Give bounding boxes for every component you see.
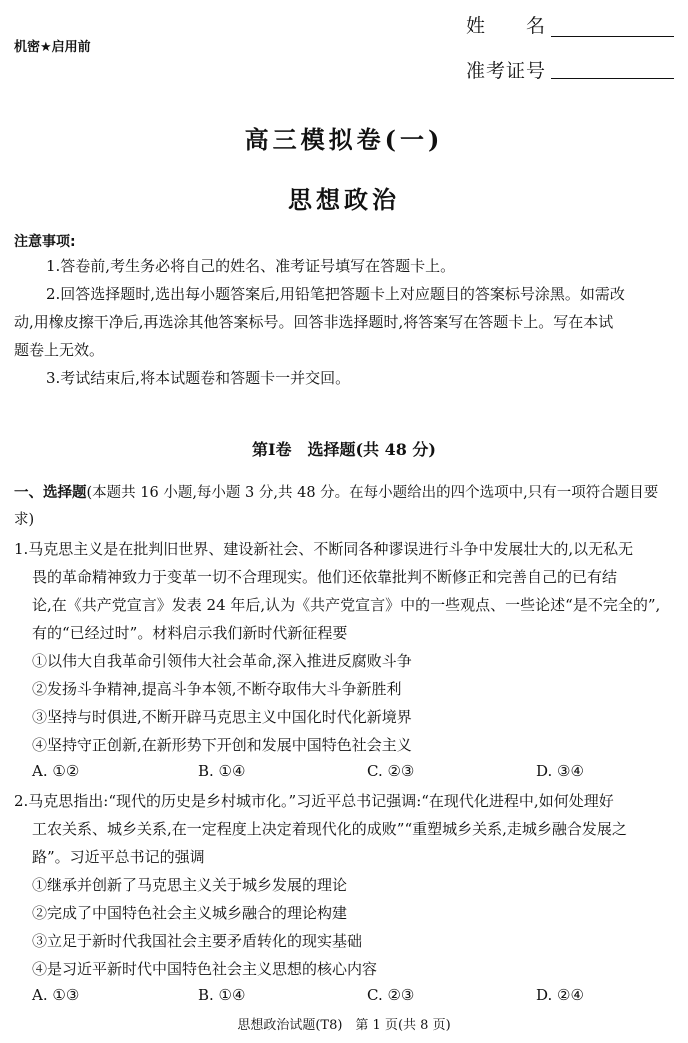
- name-label: 姓 名: [466, 15, 547, 37]
- question-1-option-a[interactable]: A. ①②: [32, 762, 80, 780]
- question-2-statement-4: ④是习近平新时代中国特色社会主义思想的核心内容: [32, 960, 378, 978]
- notice-item-2-cont: 动,用橡皮擦干净后,再选涂其他答案标号。回答非选择题时,将答案写在答题卡上。写在本试: [14, 313, 614, 331]
- question-2-line-3: 路”。习近平总书记的强调: [32, 848, 205, 866]
- exam-id-field-line[interactable]: [551, 78, 674, 79]
- question-2-statement-3: ③立足于新时代我国社会主要矛盾转化的现实基础: [32, 932, 363, 950]
- notice-item-1: 1.答卷前,考生务必将自己的姓名、准考证号填写在答题卡上。: [46, 257, 456, 275]
- question-1-statement-4: ④坚持守正创新,在新形势下开创和发展中国特色社会主义: [32, 736, 412, 754]
- question-2-option-d[interactable]: D. ②④: [536, 986, 584, 1004]
- question-2-line-2: 工农关系、城乡关系,在一定程度上决定着现代化的成败”“重塑城乡关系,走城乡融合发展之: [32, 820, 627, 838]
- notice-item-3: 3.考试结束后,将本试题卷和答题卡一并交回。: [46, 369, 351, 387]
- exam-title: 高三模拟卷(一): [244, 125, 444, 154]
- confidential-label: 机密★启用前: [14, 40, 91, 55]
- part-label: 一、选择题: [14, 485, 87, 501]
- question-2-line-1: 2.马克思指出:“现代的历史是乡村城市化。”习近平总书记强调:“在现代化进程中,如何处理好: [14, 792, 614, 810]
- part-description: (本题共 16 小题,每小题 3 分,共 48 分。在每小题给出的四个选项中,只有一项符合题目要求): [14, 485, 659, 528]
- question-1-option-b[interactable]: B. ①④: [198, 762, 246, 780]
- page-footer: 思想政治试题(T8) 第 1 页(共 8 页): [237, 1018, 451, 1033]
- question-1-option-d[interactable]: D. ③④: [536, 762, 584, 780]
- notice-heading: 注意事项:: [14, 234, 76, 250]
- question-1-line-4: 有的“已经过时”。材料启示我们新时代新征程要: [32, 624, 348, 642]
- question-1-line-3: 论,在《共产党宣言》发表 24 年后,认为《共产党宣言》中的一些观点、一些论述“是不完全的”,: [32, 596, 661, 614]
- notice-item-2: 2.回答选择题时,选出每小题答案后,用铅笔把答题卡上对应题目的答案标号涂黑。如需改: [46, 285, 625, 303]
- question-2-statement-2: ②完成了中国特色社会主义城乡融合的理论构建: [32, 904, 348, 922]
- question-1-line-2: 畏的革命精神致力于变革一切不合理现实。他们还依靠批判不断修正和完善自己的已有结: [32, 568, 618, 586]
- part-heading: [14, 480, 676, 534]
- question-1-statement-2: ②发扬斗争精神,提高斗争本领,不断夺取伟大斗争新胜利: [32, 680, 402, 698]
- exam-id-label: 准考证号: [466, 60, 547, 82]
- question-1-line-1: 1.马克思主义是在批判旧世界、建设新社会、不断同各种谬误进行斗争中发展壮大的,以无私无: [14, 540, 634, 558]
- question-2-option-b[interactable]: B. ①④: [198, 986, 246, 1004]
- question-2-option-a[interactable]: A. ①③: [32, 986, 80, 1004]
- name-field-line[interactable]: [551, 36, 674, 37]
- question-2-statement-1: ①继承并创新了马克思主义关于城乡发展的理论: [32, 876, 348, 894]
- section-title: 第Ⅰ卷 选择题(共 48 分): [251, 440, 437, 459]
- subject-title: 思想政治: [288, 185, 400, 214]
- question-1-statement-1: ①以伟大自我革命引领伟大社会革命,深入推进反腐败斗争: [32, 652, 412, 670]
- question-2-option-c[interactable]: C. ②③: [367, 986, 415, 1004]
- question-1-option-c[interactable]: C. ②③: [367, 762, 415, 780]
- notice-item-2-end: 题卷上无效。: [14, 341, 105, 359]
- question-1-statement-3: ③坚持与时俱进,不断开辟马克思主义中国化时代化新境界: [32, 708, 412, 726]
